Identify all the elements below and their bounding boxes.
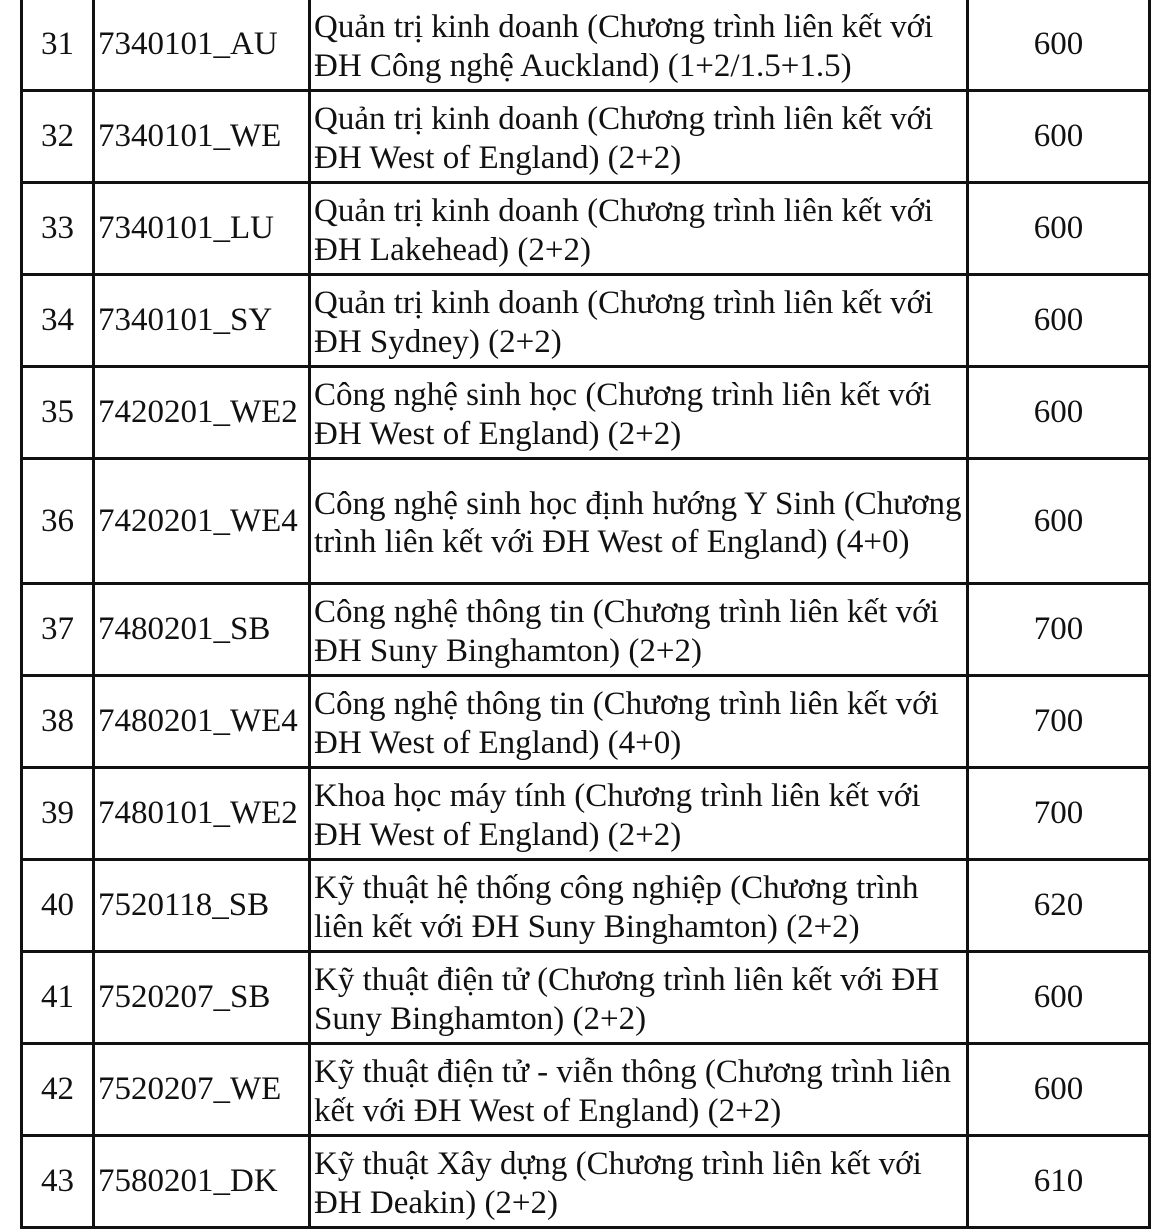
program-name: Quản trị kinh doanh (Chương trình liên kết với ĐH Sydney) (2+2)	[310, 275, 968, 367]
table-row	[22, 459, 1150, 584]
program-code: 7480101_WE2	[94, 768, 310, 860]
row-number: 36	[22, 459, 94, 584]
program-quota: 600	[968, 0, 1150, 91]
program-code: 7340101_WE	[94, 91, 310, 183]
program-code: 7420201_WE2	[94, 367, 310, 459]
program-quota: 600	[968, 275, 1150, 367]
program-quota: 700	[968, 768, 1150, 860]
program-quota: 610	[968, 1136, 1150, 1228]
row-number: 40	[22, 860, 94, 952]
program-table-body	[22, 0, 1150, 1228]
row-number: 38	[22, 676, 94, 768]
row-number: 33	[22, 183, 94, 275]
table-row	[22, 952, 1150, 1044]
row-number: 42	[22, 1044, 94, 1136]
row-number: 37	[22, 584, 94, 676]
program-quota: 700	[968, 584, 1150, 676]
program-quota: 600	[968, 952, 1150, 1044]
program-name: Kỹ thuật điện tử - viễn thông (Chương trình liên kết với ĐH West of England) (2+2)	[310, 1044, 968, 1136]
program-name: Công nghệ thông tin (Chương trình liên kết với ĐH Suny Binghamton) (2+2)	[310, 584, 968, 676]
program-code: 7520118_SB	[94, 860, 310, 952]
table-row	[22, 860, 1150, 952]
row-number: 31	[22, 0, 94, 91]
table-row	[22, 367, 1150, 459]
row-number: 43	[22, 1136, 94, 1228]
row-number: 41	[22, 952, 94, 1044]
program-quota: 600	[968, 91, 1150, 183]
program-name: Công nghệ sinh học (Chương trình liên kết với ĐH West of England) (2+2)	[310, 367, 968, 459]
table-row	[22, 584, 1150, 676]
program-quota: 620	[968, 860, 1150, 952]
program-quota: 600	[968, 459, 1150, 584]
table-row	[22, 275, 1150, 367]
program-code: 7520207_SB	[94, 952, 310, 1044]
program-name: Kỹ thuật hệ thống công nghiệp (Chương trình liên kết với ĐH Suny Binghamton) (2+2)	[310, 860, 968, 952]
table-row	[22, 1044, 1150, 1136]
table-row	[22, 183, 1150, 275]
program-quota: 700	[968, 676, 1150, 768]
program-code: 7480201_WE4	[94, 676, 310, 768]
table-row	[22, 91, 1150, 183]
table-row	[22, 0, 1150, 91]
program-name: Quản trị kinh doanh (Chương trình liên kết với ĐH West of England) (2+2)	[310, 91, 968, 183]
program-code: 7340101_SY	[94, 275, 310, 367]
program-name: Kỹ thuật điện tử (Chương trình liên kết với ĐH Suny Binghamton) (2+2)	[310, 952, 968, 1044]
program-code: 7580201_DK	[94, 1136, 310, 1228]
program-name: Khoa học máy tính (Chương trình liên kết với ĐH West of England) (2+2)	[310, 768, 968, 860]
program-name: Công nghệ sinh học định hướng Y Sinh (Chương trình liên kết với ĐH West of England) (4+0)	[310, 459, 968, 584]
program-code: 7520207_WE	[94, 1044, 310, 1136]
row-number: 34	[22, 275, 94, 367]
program-table-page	[20, 0, 1148, 1229]
program-name: Công nghệ thông tin (Chương trình liên kết với ĐH West of England) (4+0)	[310, 676, 968, 768]
table-row	[22, 676, 1150, 768]
program-code: 7340101_AU	[94, 0, 310, 91]
program-code: 7480201_SB	[94, 584, 310, 676]
program-code: 7420201_WE4	[94, 459, 310, 584]
program-quota: 600	[968, 367, 1150, 459]
program-table	[20, 0, 1151, 1229]
program-quota: 600	[968, 183, 1150, 275]
program-name: Quản trị kinh doanh (Chương trình liên kết với ĐH Công nghệ Auckland) (1+2/1.5+1.5)	[310, 0, 968, 91]
program-code: 7340101_LU	[94, 183, 310, 275]
program-name: Quản trị kinh doanh (Chương trình liên kết với ĐH Lakehead) (2+2)	[310, 183, 968, 275]
program-quota: 600	[968, 1044, 1150, 1136]
row-number: 35	[22, 367, 94, 459]
table-row	[22, 768, 1150, 860]
row-number: 39	[22, 768, 94, 860]
program-name: Kỹ thuật Xây dựng (Chương trình liên kết với ĐH Deakin) (2+2)	[310, 1136, 968, 1228]
row-number: 32	[22, 91, 94, 183]
table-row	[22, 1136, 1150, 1228]
